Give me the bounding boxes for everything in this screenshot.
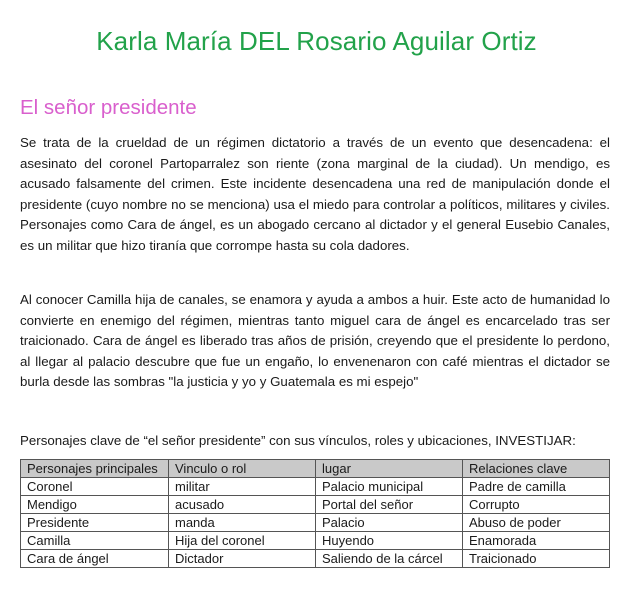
- table-cell: Saliendo de la cárcel: [316, 550, 463, 568]
- paragraph-1: Se trata de la crueldad de un régimen dictatorio a través de un evento que desencadena: el asesinato del coronel Partoparralez son riente (zona marginal de la ciudad). Un mendigo, es acusado falsamente del crimen. Este incidente desencadena una red de manipulación donde el presidente (cuyo nombre no se menciona) usa el miedo para controlar a políticos, militares y civiles. Personajes como Cara de ángel, es un abogado cercano al dictador y el general Eusebio Canales, es un militar que hizo tiranía que corrompe hasta su cola dadores.: [20, 135, 610, 253]
- table-header-row: [21, 460, 610, 478]
- table-cell: Traicionado: [463, 550, 610, 568]
- header-relaciones: Relaciones clave: [463, 460, 610, 478]
- table-cell: Abuso de poder: [463, 514, 610, 532]
- paragraph-2: Al conocer Camilla hija de canales, se enamora y ayuda a ambos a huir. Este acto de humanidad lo convierte en enemigo del régimen, mientras tanto miguel cara de ángel es encarcelado tras ser traicionado. Cara de ángel es liberado tras años de prisión, creyendo que el presidente lo perdono, al llegar al palacio descubre que fue un engaño, lo envenenaron con café mientras el dictador se burla desde las sombras "la justicia y yo y Guatemala es mi espejo": [20, 292, 610, 389]
- table-row: [21, 496, 610, 514]
- table-cell: Hija del coronel: [169, 532, 316, 550]
- table-cell: Palacio municipal: [316, 478, 463, 496]
- table-row: [21, 478, 610, 496]
- table-cell: Portal del señor: [316, 496, 463, 514]
- header-lugar: lugar: [316, 460, 463, 478]
- table-cell: Enamorada: [463, 532, 610, 550]
- table-cell: Cara de ángel: [21, 550, 169, 568]
- table-cell: Mendigo: [21, 496, 169, 514]
- table-intro: Personajes clave de “el señor presidente” con sus vínculos, roles y ubicaciones, INVESTIJAR:: [20, 433, 576, 448]
- table-cell: militar: [169, 478, 316, 496]
- table-cell: Dictador: [169, 550, 316, 568]
- table-cell: acusado: [169, 496, 316, 514]
- table-cell: manda: [169, 514, 316, 532]
- table-cell: Padre de camilla: [463, 478, 610, 496]
- table-cell: Camilla: [21, 532, 169, 550]
- table-row: [21, 532, 610, 550]
- document-title: Karla María DEL Rosario Aguilar Ortiz: [96, 26, 537, 56]
- section-heading: El señor presidente: [20, 96, 197, 119]
- table-row: [21, 550, 610, 568]
- header-personajes: Personajes principales: [21, 460, 169, 478]
- table-cell: Palacio: [316, 514, 463, 532]
- characters-table: [20, 459, 610, 568]
- table-row: [21, 514, 610, 532]
- table-cell: Coronel: [21, 478, 169, 496]
- table-cell: Huyendo: [316, 532, 463, 550]
- table-cell: Corrupto: [463, 496, 610, 514]
- header-vinculo: Vinculo o rol: [169, 460, 316, 478]
- table-cell: Presidente: [21, 514, 169, 532]
